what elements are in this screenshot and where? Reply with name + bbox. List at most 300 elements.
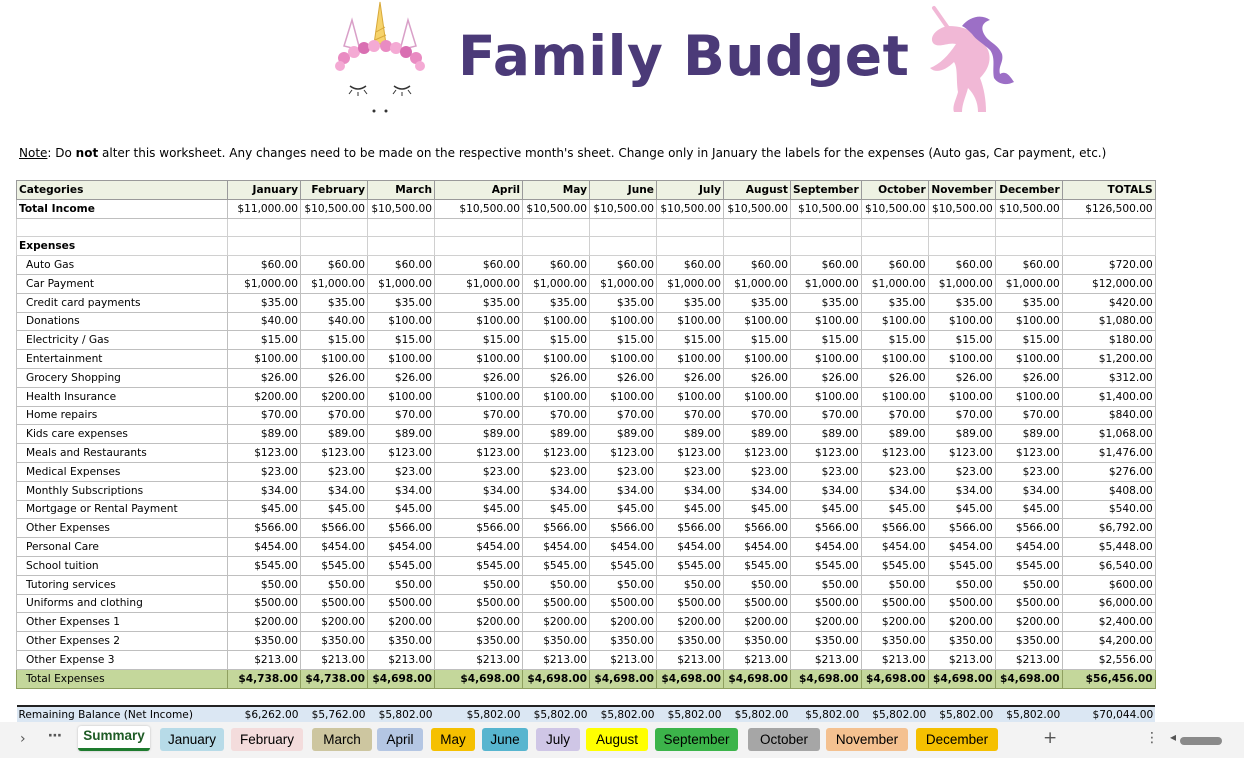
cell[interactable]: $15.00 (435, 331, 523, 350)
cell[interactable]: $350.00 (301, 632, 368, 651)
cell[interactable]: $500.00 (590, 594, 657, 613)
cell[interactable]: $454.00 (724, 538, 791, 557)
cell[interactable]: $100.00 (928, 312, 995, 331)
cell[interactable]: $34.00 (928, 481, 995, 500)
add-sheet-button[interactable]: + (1043, 728, 1058, 748)
row-label[interactable]: Remaining Balance (Net Income) (17, 706, 228, 724)
row-label[interactable] (17, 688, 228, 706)
cell[interactable]: $45.00 (928, 500, 995, 519)
row-label[interactable]: Expenses (17, 237, 228, 256)
cell[interactable]: December (995, 181, 1062, 200)
cell[interactable]: $100.00 (435, 350, 523, 369)
cell[interactable]: $2,556.00 (1062, 650, 1155, 669)
cell[interactable]: $4,698.00 (995, 669, 1062, 688)
cell[interactable]: $100.00 (724, 387, 791, 406)
cell[interactable]: $126,500.00 (1062, 199, 1155, 218)
cell[interactable]: $100.00 (724, 312, 791, 331)
cell[interactable]: $50.00 (928, 575, 995, 594)
cell[interactable]: $23.00 (368, 462, 435, 481)
cell[interactable]: $454.00 (228, 538, 301, 557)
cell[interactable]: $276.00 (1062, 462, 1155, 481)
cell[interactable]: $23.00 (228, 462, 301, 481)
cell[interactable]: $70.00 (928, 406, 995, 425)
cell[interactable]: $50.00 (435, 575, 523, 594)
cell[interactable]: $100.00 (928, 350, 995, 369)
cell[interactable]: $420.00 (1062, 293, 1155, 312)
row-label[interactable]: Credit card payments (17, 293, 228, 312)
cell[interactable]: $500.00 (228, 594, 301, 613)
cell[interactable]: $11,000.00 (228, 199, 301, 218)
cell[interactable]: $50.00 (523, 575, 590, 594)
cell[interactable]: $100.00 (861, 387, 928, 406)
cell[interactable]: $500.00 (301, 594, 368, 613)
cell[interactable] (523, 688, 590, 706)
row-label[interactable]: Total Expenses (17, 669, 228, 688)
cell[interactable]: $70.00 (301, 406, 368, 425)
cell[interactable]: $26.00 (301, 368, 368, 387)
cell[interactable]: $566.00 (228, 519, 301, 538)
cell[interactable]: $350.00 (523, 632, 590, 651)
cell[interactable]: $26.00 (861, 368, 928, 387)
cell[interactable]: $213.00 (435, 650, 523, 669)
cell[interactable]: $566.00 (590, 519, 657, 538)
cell[interactable]: August (724, 181, 791, 200)
cell[interactable]: $15.00 (301, 331, 368, 350)
cell[interactable]: $5,802.00 (724, 706, 791, 724)
cell[interactable]: $1,000.00 (724, 274, 791, 293)
cell[interactable]: $545.00 (435, 556, 523, 575)
cell[interactable]: $454.00 (590, 538, 657, 557)
cell[interactable]: $200.00 (228, 613, 301, 632)
cell[interactable]: $1,000.00 (228, 274, 301, 293)
cell[interactable]: $545.00 (228, 556, 301, 575)
cell[interactable]: $34.00 (228, 481, 301, 500)
cell[interactable]: $500.00 (523, 594, 590, 613)
cell[interactable]: $4,698.00 (590, 669, 657, 688)
cell[interactable]: $350.00 (657, 632, 724, 651)
cell[interactable]: $1,080.00 (1062, 312, 1155, 331)
row-label[interactable]: Mortgage or Rental Payment (17, 500, 228, 519)
cell[interactable]: $454.00 (657, 538, 724, 557)
cell[interactable]: $100.00 (861, 350, 928, 369)
cell[interactable]: $50.00 (861, 575, 928, 594)
cell[interactable]: $5,448.00 (1062, 538, 1155, 557)
cell[interactable]: $4,698.00 (435, 669, 523, 688)
cell[interactable]: $1,476.00 (1062, 444, 1155, 463)
cell[interactable]: $213.00 (861, 650, 928, 669)
cell[interactable] (301, 688, 368, 706)
cell[interactable]: $60.00 (301, 256, 368, 275)
sheet-tab-may[interactable]: May (431, 728, 475, 751)
cell[interactable]: $45.00 (995, 500, 1062, 519)
cell[interactable]: $100.00 (301, 350, 368, 369)
cell[interactable]: $213.00 (301, 650, 368, 669)
cell[interactable]: $1,000.00 (368, 274, 435, 293)
cell[interactable]: $350.00 (995, 632, 1062, 651)
cell[interactable]: $100.00 (791, 387, 862, 406)
cell[interactable]: $200.00 (928, 613, 995, 632)
cell[interactable]: $89.00 (995, 425, 1062, 444)
row-label[interactable]: Home repairs (17, 406, 228, 425)
cell[interactable]: $23.00 (435, 462, 523, 481)
cell[interactable]: $34.00 (435, 481, 523, 500)
cell[interactable]: $15.00 (861, 331, 928, 350)
cell[interactable]: $566.00 (861, 519, 928, 538)
scroll-left-icon[interactable]: ◂ (1170, 730, 1177, 744)
cell[interactable]: $89.00 (861, 425, 928, 444)
cell[interactable]: $100.00 (435, 387, 523, 406)
sheet-tab-february[interactable]: February (231, 728, 303, 751)
cell[interactable]: $6,540.00 (1062, 556, 1155, 575)
cell[interactable]: $213.00 (590, 650, 657, 669)
cell[interactable]: $213.00 (724, 650, 791, 669)
cell[interactable]: $454.00 (368, 538, 435, 557)
cell[interactable]: $123.00 (724, 444, 791, 463)
cell[interactable]: $60.00 (590, 256, 657, 275)
cell[interactable]: $200.00 (301, 387, 368, 406)
cell[interactable]: $4,738.00 (301, 669, 368, 688)
cell[interactable] (590, 218, 657, 237)
cell[interactable]: $45.00 (724, 500, 791, 519)
cell[interactable]: $545.00 (928, 556, 995, 575)
cell[interactable]: $10,500.00 (368, 199, 435, 218)
cell[interactable]: $26.00 (368, 368, 435, 387)
cell[interactable]: $10,500.00 (590, 199, 657, 218)
cell[interactable]: $100.00 (995, 387, 1062, 406)
all-sheets-button[interactable]: ⋯ (48, 728, 62, 744)
row-label[interactable]: Donations (17, 312, 228, 331)
cell[interactable]: $34.00 (590, 481, 657, 500)
cell[interactable]: $200.00 (590, 613, 657, 632)
cell[interactable]: $566.00 (435, 519, 523, 538)
cell[interactable]: $4,698.00 (928, 669, 995, 688)
cell[interactable]: $100.00 (657, 350, 724, 369)
cell[interactable]: $45.00 (861, 500, 928, 519)
cell[interactable] (368, 218, 435, 237)
cell[interactable]: $26.00 (791, 368, 862, 387)
cell[interactable]: $566.00 (995, 519, 1062, 538)
sheet-tab-december[interactable]: December (916, 728, 998, 751)
cell[interactable]: $4,200.00 (1062, 632, 1155, 651)
cell[interactable]: $70,044.00 (1062, 706, 1155, 724)
cell[interactable]: $6,000.00 (1062, 594, 1155, 613)
cell[interactable]: $23.00 (724, 462, 791, 481)
cell[interactable]: $1,000.00 (590, 274, 657, 293)
cell[interactable]: $454.00 (301, 538, 368, 557)
cell[interactable]: $15.00 (995, 331, 1062, 350)
cell[interactable]: $45.00 (590, 500, 657, 519)
cell[interactable]: $545.00 (657, 556, 724, 575)
cell[interactable]: $100.00 (657, 387, 724, 406)
cell[interactable]: $45.00 (657, 500, 724, 519)
cell[interactable]: $70.00 (657, 406, 724, 425)
cell[interactable]: $350.00 (368, 632, 435, 651)
cell[interactable]: $70.00 (590, 406, 657, 425)
cell[interactable] (791, 237, 862, 256)
cell[interactable]: $5,802.00 (928, 706, 995, 724)
cell[interactable]: $15.00 (657, 331, 724, 350)
row-label[interactable]: Other Expense 3 (17, 650, 228, 669)
cell[interactable]: $60.00 (791, 256, 862, 275)
cell[interactable] (523, 237, 590, 256)
cell[interactable]: $60.00 (523, 256, 590, 275)
cell[interactable]: $350.00 (861, 632, 928, 651)
cell[interactable]: $100.00 (590, 387, 657, 406)
cell[interactable]: $60.00 (861, 256, 928, 275)
cell[interactable]: $1,000.00 (657, 274, 724, 293)
cell[interactable]: $123.00 (861, 444, 928, 463)
cell[interactable]: $123.00 (928, 444, 995, 463)
cell[interactable]: $35.00 (861, 293, 928, 312)
cell[interactable]: $5,802.00 (657, 706, 724, 724)
cell[interactable] (301, 218, 368, 237)
row-label[interactable]: Meals and Restaurants (17, 444, 228, 463)
cell[interactable]: $35.00 (657, 293, 724, 312)
cell[interactable] (657, 237, 724, 256)
cell[interactable]: $1,000.00 (995, 274, 1062, 293)
cell[interactable]: $26.00 (435, 368, 523, 387)
sheet-tab-august[interactable]: August (586, 728, 648, 751)
cell[interactable]: $35.00 (928, 293, 995, 312)
cell[interactable]: $26.00 (995, 368, 1062, 387)
cell[interactable]: $200.00 (228, 387, 301, 406)
cell[interactable]: $840.00 (1062, 406, 1155, 425)
cell[interactable]: $545.00 (523, 556, 590, 575)
cell[interactable]: $213.00 (228, 650, 301, 669)
cell[interactable]: $200.00 (523, 613, 590, 632)
cell[interactable]: $454.00 (861, 538, 928, 557)
cell[interactable]: $23.00 (657, 462, 724, 481)
cell[interactable]: $350.00 (228, 632, 301, 651)
cell[interactable] (928, 688, 995, 706)
sheet-tab-summary[interactable]: Summary (78, 726, 150, 751)
cell[interactable] (368, 688, 435, 706)
cell[interactable]: $545.00 (368, 556, 435, 575)
cell[interactable]: $213.00 (657, 650, 724, 669)
cell[interactable]: $566.00 (523, 519, 590, 538)
cell[interactable] (590, 688, 657, 706)
cell[interactable]: TOTALS (1062, 181, 1155, 200)
cell[interactable]: $350.00 (724, 632, 791, 651)
cell[interactable]: $89.00 (928, 425, 995, 444)
cell[interactable]: $35.00 (435, 293, 523, 312)
cell[interactable]: $60.00 (928, 256, 995, 275)
cell[interactable]: $34.00 (724, 481, 791, 500)
cell[interactable]: $60.00 (368, 256, 435, 275)
cell[interactable]: $10,500.00 (861, 199, 928, 218)
cell[interactable] (523, 218, 590, 237)
cell[interactable]: $566.00 (301, 519, 368, 538)
cell[interactable]: $100.00 (995, 350, 1062, 369)
cell[interactable]: $200.00 (368, 613, 435, 632)
horizontal-scrollbar[interactable] (1180, 737, 1222, 745)
cell[interactable]: $70.00 (724, 406, 791, 425)
cell[interactable]: $45.00 (791, 500, 862, 519)
cell[interactable]: $200.00 (791, 613, 862, 632)
cell[interactable]: $545.00 (791, 556, 862, 575)
cell[interactable]: $1,400.00 (1062, 387, 1155, 406)
cell[interactable]: $70.00 (228, 406, 301, 425)
cell[interactable] (435, 218, 523, 237)
row-label[interactable]: Medical Expenses (17, 462, 228, 481)
cell[interactable]: $23.00 (590, 462, 657, 481)
cell[interactable]: $200.00 (995, 613, 1062, 632)
cell[interactable] (995, 237, 1062, 256)
cell[interactable]: $40.00 (301, 312, 368, 331)
cell[interactable]: $89.00 (301, 425, 368, 444)
cell[interactable]: $50.00 (368, 575, 435, 594)
cell[interactable]: $26.00 (590, 368, 657, 387)
cell[interactable]: $123.00 (301, 444, 368, 463)
cell[interactable]: $100.00 (368, 350, 435, 369)
cell[interactable]: $40.00 (228, 312, 301, 331)
cell[interactable]: $50.00 (995, 575, 1062, 594)
row-label[interactable]: Personal Care (17, 538, 228, 557)
cell[interactable] (791, 218, 862, 237)
cell[interactable]: $45.00 (435, 500, 523, 519)
row-label[interactable]: Grocery Shopping (17, 368, 228, 387)
cell[interactable]: $100.00 (228, 350, 301, 369)
cell[interactable]: $5,802.00 (368, 706, 435, 724)
sheet-tab-january[interactable]: January (160, 728, 224, 751)
cell[interactable]: $89.00 (228, 425, 301, 444)
cell[interactable]: $34.00 (368, 481, 435, 500)
cell[interactable]: $15.00 (228, 331, 301, 350)
sheet-tab-june[interactable]: June (482, 728, 528, 751)
cell[interactable]: $5,802.00 (995, 706, 1062, 724)
cell[interactable]: $566.00 (368, 519, 435, 538)
cell[interactable]: $100.00 (995, 312, 1062, 331)
cell[interactable]: $60.00 (995, 256, 1062, 275)
cell[interactable]: $89.00 (791, 425, 862, 444)
cell[interactable]: $540.00 (1062, 500, 1155, 519)
row-label[interactable]: Kids care expenses (17, 425, 228, 444)
cell[interactable]: $60.00 (657, 256, 724, 275)
cell[interactable]: $500.00 (995, 594, 1062, 613)
cell[interactable]: $26.00 (724, 368, 791, 387)
cell[interactable]: $35.00 (368, 293, 435, 312)
cell[interactable]: $1,068.00 (1062, 425, 1155, 444)
cell[interactable]: $50.00 (590, 575, 657, 594)
cell[interactable]: $35.00 (523, 293, 590, 312)
cell[interactable] (724, 218, 791, 237)
cell[interactable]: November (928, 181, 995, 200)
cell[interactable]: $89.00 (523, 425, 590, 444)
cell[interactable]: $123.00 (791, 444, 862, 463)
cell[interactable]: $350.00 (590, 632, 657, 651)
cell[interactable]: $23.00 (301, 462, 368, 481)
cell[interactable]: $34.00 (791, 481, 862, 500)
cell[interactable]: $100.00 (523, 312, 590, 331)
cell[interactable]: $545.00 (861, 556, 928, 575)
row-label[interactable]: Other Expenses (17, 519, 228, 538)
cell[interactable]: $4,698.00 (657, 669, 724, 688)
cell[interactable]: $100.00 (928, 387, 995, 406)
cell[interactable]: $89.00 (724, 425, 791, 444)
cell[interactable]: $500.00 (657, 594, 724, 613)
sheet-tab-november[interactable]: November (826, 728, 908, 751)
cell[interactable]: $350.00 (791, 632, 862, 651)
cell[interactable]: $23.00 (928, 462, 995, 481)
cell[interactable]: $60.00 (228, 256, 301, 275)
cell[interactable] (435, 688, 523, 706)
cell[interactable]: $6,262.00 (228, 706, 301, 724)
cell[interactable]: $89.00 (435, 425, 523, 444)
cell[interactable]: $26.00 (928, 368, 995, 387)
cell[interactable]: $200.00 (657, 613, 724, 632)
cell[interactable]: $566.00 (657, 519, 724, 538)
cell[interactable]: $100.00 (791, 350, 862, 369)
cell[interactable]: $35.00 (228, 293, 301, 312)
cell[interactable] (995, 688, 1062, 706)
cell[interactable]: $545.00 (590, 556, 657, 575)
cell[interactable]: $200.00 (724, 613, 791, 632)
cell[interactable]: $200.00 (435, 613, 523, 632)
cell[interactable]: $5,802.00 (435, 706, 523, 724)
cell[interactable]: $213.00 (995, 650, 1062, 669)
cell[interactable]: $10,500.00 (791, 199, 862, 218)
cell[interactable] (301, 237, 368, 256)
row-label[interactable]: Other Expenses 1 (17, 613, 228, 632)
cell[interactable] (861, 218, 928, 237)
cell[interactable]: $56,456.00 (1062, 669, 1155, 688)
cell[interactable]: $15.00 (590, 331, 657, 350)
cell[interactable]: $408.00 (1062, 481, 1155, 500)
cell[interactable]: $123.00 (590, 444, 657, 463)
cell[interactable]: $89.00 (368, 425, 435, 444)
cell[interactable]: $123.00 (657, 444, 724, 463)
cell[interactable]: $15.00 (523, 331, 590, 350)
cell[interactable] (928, 237, 995, 256)
cell[interactable]: $26.00 (523, 368, 590, 387)
cell[interactable]: $45.00 (228, 500, 301, 519)
cell[interactable] (1062, 688, 1155, 706)
cell[interactable]: $312.00 (1062, 368, 1155, 387)
cell[interactable]: $545.00 (724, 556, 791, 575)
cell[interactable]: $70.00 (523, 406, 590, 425)
cell[interactable]: $10,500.00 (995, 199, 1062, 218)
cell[interactable] (228, 218, 301, 237)
cell[interactable]: $100.00 (435, 312, 523, 331)
cell[interactable]: $566.00 (928, 519, 995, 538)
cell[interactable]: $10,500.00 (523, 199, 590, 218)
cell[interactable]: $15.00 (724, 331, 791, 350)
cell[interactable]: $1,000.00 (301, 274, 368, 293)
cell[interactable]: $23.00 (995, 462, 1062, 481)
cell[interactable]: $454.00 (435, 538, 523, 557)
cell[interactable]: $213.00 (791, 650, 862, 669)
cell[interactable]: January (228, 181, 301, 200)
row-label[interactable] (17, 218, 228, 237)
cell[interactable]: $350.00 (928, 632, 995, 651)
cell[interactable]: $10,500.00 (657, 199, 724, 218)
cell[interactable]: $70.00 (368, 406, 435, 425)
cell[interactable]: $6,792.00 (1062, 519, 1155, 538)
cell[interactable]: $5,802.00 (523, 706, 590, 724)
cell[interactable]: $50.00 (657, 575, 724, 594)
row-label[interactable]: Auto Gas (17, 256, 228, 275)
cell[interactable]: $123.00 (368, 444, 435, 463)
cell[interactable]: $35.00 (791, 293, 862, 312)
cell[interactable]: $100.00 (724, 350, 791, 369)
cell[interactable]: $1,000.00 (861, 274, 928, 293)
cell[interactable]: $100.00 (523, 387, 590, 406)
cell[interactable]: $45.00 (301, 500, 368, 519)
cell[interactable]: $34.00 (861, 481, 928, 500)
cell[interactable]: $500.00 (928, 594, 995, 613)
cell[interactable]: $5,802.00 (590, 706, 657, 724)
row-label[interactable]: Total Income (17, 199, 228, 218)
